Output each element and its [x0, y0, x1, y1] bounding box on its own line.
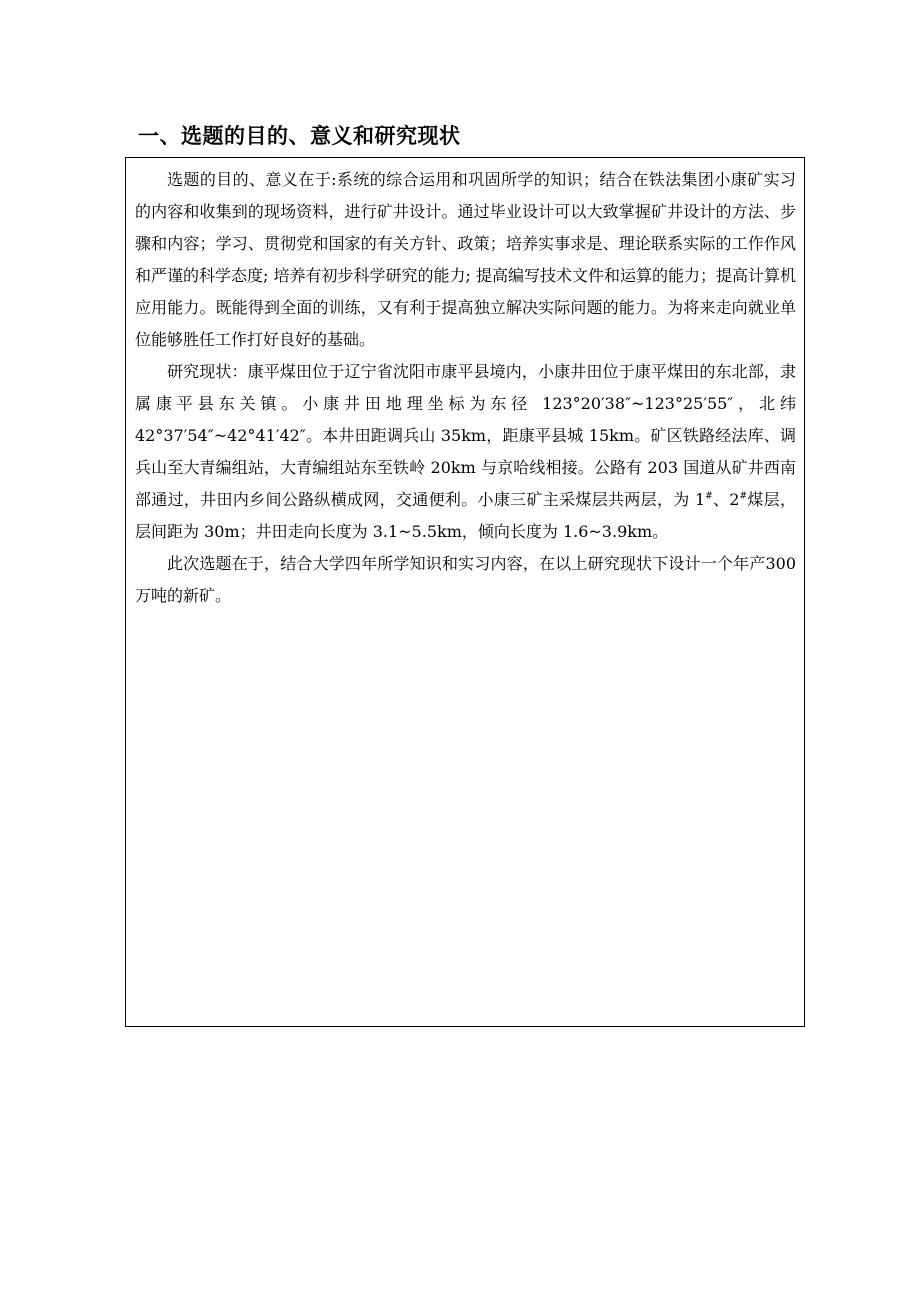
research-status-text: 研究现状：康平煤田位于辽宁省沈阳市康平县境内，小康井田位于康平煤田的东北部，隶属康平县东关镇。小康井田地理坐标为东径 123°20′38″~123°25′55″，北纬 42°37′54″~42°41′42″。本井田距调兵山 35km，距康平县城 15km。矿区铁路经法库、调兵山至大青编组站，大青编组站东至铁岭 20km 与京哈线相接。公路有 203 国道从矿井西南部通过，井田内乡间公路纵横成网，交通便利。小康三矿主采煤层共两层，为 1	[135, 362, 796, 509]
research-status-text-3: 煤层，层间距为 30m；井田走向长度为 3.1~5.5km，倾向长度为 1.6~3.9km。	[135, 490, 796, 541]
section-title: 一、选题的目的、意义和研究现状	[138, 124, 461, 148]
conclusion-paragraph: 此次选题在于，结合大学四年所学知识和实习内容，在以上研究现状下设计一个年产300万吨的新矿。	[135, 554, 796, 605]
purpose-paragraph: 选题的目的、意义在于:系统的综合运用和巩固所学的知识；结合在铁法集团小康矿实习的内容和收集到的现场资料，进行矿井设计。通过毕业设计可以大致掌握矿井设计的方法、步骤和内容；学习、贯彻党和国家的有关方针、政策；培养实事求是、理论联系实际的工作作风和严谨的科学态度; 培养有初步科学研究的能力; 提高编写技术文件和运算的能力；提高计算机应用能力。既能得到全面的训练，又有利于提高独立解决实际问题的能力。为将来走向就业单位能够胜任工作打好良好的基础。	[135, 170, 796, 349]
seam-2-superscript: #	[739, 491, 748, 502]
content-box	[125, 157, 805, 1027]
research-status-paragraph	[135, 356, 796, 548]
research-status-text-2: 、2	[712, 490, 740, 509]
seam-1-superscript: #	[705, 491, 713, 502]
